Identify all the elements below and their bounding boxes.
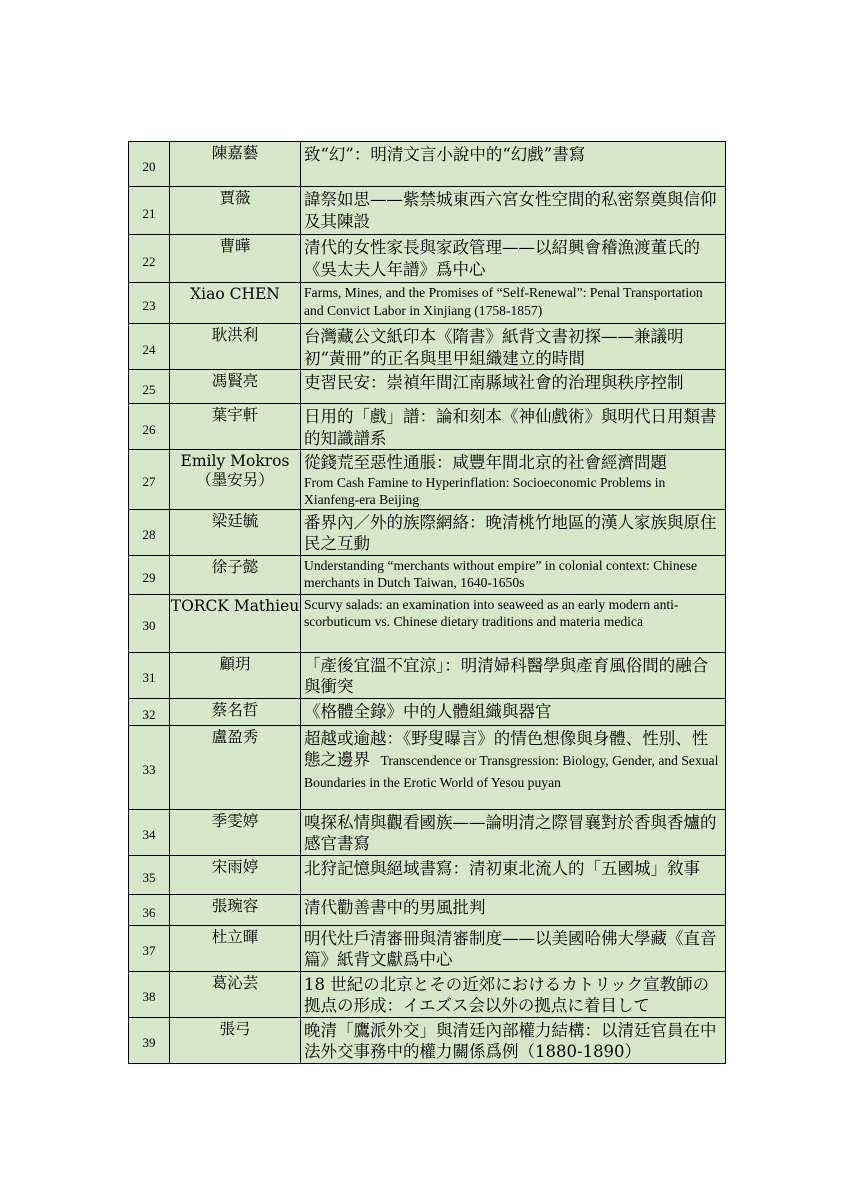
paper-title [301,925,726,971]
author-name: 葉宇軒 [170,404,301,450]
table-body [129,142,726,1064]
paper-title [301,509,726,555]
row-number: 23 [129,283,170,324]
author-name: 季雯婷 [170,809,301,855]
paper-title [301,855,726,894]
row-number: 22 [129,235,170,283]
paper-title [301,142,726,187]
row-number: 33 [129,725,170,809]
table-row [129,509,726,555]
table-row [129,855,726,894]
title-english: Transcendence or Transgression: Biology, Gender, and Sexual Boundaries in the Erotic World of Yesou puyan [304,753,719,790]
title-chinese: 晚清「鷹派外交」與清廷內部權力結構：以清廷官員在中法外交事務中的權力關係爲例（1880-1890） [304,1020,717,1061]
author-name: 徐子懿 [170,555,301,594]
table-row [129,925,726,971]
author-name: 葛沁芸 [170,971,301,1017]
title-chinese: 清代的女性家長與家政管理——以紹興會稽漁渡董氏的《吳太夫人年譜》爲中心 [304,238,700,279]
row-number: 26 [129,404,170,450]
table-row [129,404,726,450]
paper-title [301,187,726,235]
title-chinese: 致“幻”：明清文言小說中的“幻戲”書寫 [304,145,586,164]
row-number: 29 [129,555,170,594]
table-row [129,370,726,404]
title-chinese: 從錢荒至惡性通脹：咸豐年間北京的社會經濟問題 [304,453,667,472]
paper-title [301,894,726,925]
table-row [129,142,726,187]
paper-title [301,809,726,855]
author-name: 杜立暉 [170,925,301,971]
title-chinese: 清代勸善書中的男風批判 [304,897,486,917]
paper-title [301,1017,726,1063]
row-number: 24 [129,324,170,370]
row-number: 31 [129,652,170,698]
title-chinese: 諱祭如思——紫禁城東西六宮女性空間的私密祭奠與信仰及其陳設 [304,190,717,231]
paper-title [301,652,726,698]
table-row [129,894,726,925]
paper-title [301,594,726,652]
title-chinese: 嗅探私情與觀看國族——論明清之際冒襄對於香與香爐的感官書寫 [304,812,717,853]
table-row [129,555,726,594]
author-name: 曹曄 [170,235,301,283]
table-row [129,187,726,235]
paper-title [301,971,726,1017]
row-number: 34 [129,809,170,855]
title-english: Farms, Mines, and the Promises of “Self-Renewal”: Penal Transportation and Convict Labor in Xinjiang (1758-1857) [304,285,703,318]
row-number: 20 [129,142,170,187]
title-chinese: 番界內／外的族際網絡：晚清桃竹地區的漢人家族與原住民之互動 [304,512,717,553]
author-name: 盧盈秀 [170,725,301,809]
author-name: 宋雨婷 [170,855,301,894]
title-chinese: 明代灶戶清審冊與清審制度——以美國哈佛大學藏《直音篇》紙背文獻爲中心 [304,928,717,969]
title-chinese: 「產後宜溫不宜涼」：明清婦科醫學與產育風俗間的融合與衝突 [304,655,709,696]
table-row [129,235,726,283]
document-table [128,141,726,1064]
paper-title [301,404,726,450]
author-name: 馮賢亮 [170,370,301,404]
row-number: 25 [129,370,170,404]
author-name: 耿洪利 [170,324,301,370]
author-name: Xiao CHEN [170,283,301,324]
paper-title [301,324,726,370]
title-english: Understanding “merchants without empire” in colonial context: Chinese merchants in Dutch Taiwan, 1640-1650s [304,557,697,590]
title-english: Scurvy salads: an examination into seaweed as an early modern anti-scorbuticum vs. Chinese dietary traditions and materia medica [304,596,679,629]
row-number: 30 [129,594,170,652]
author-name: 張琬容 [170,894,301,925]
table-row [129,652,726,698]
table-row [129,698,726,725]
title-chinese: 台灣藏公文紙印本《隋書》紙背文書初探——兼議明初“黃冊”的正名與里甲組織建立的時間 [304,327,684,368]
table-row [129,971,726,1017]
row-number: 36 [129,894,170,925]
row-number: 32 [129,698,170,725]
author-name: 梁廷毓 [170,509,301,555]
paper-title [301,235,726,283]
paper-title [301,370,726,404]
row-number: 37 [129,925,170,971]
table-row [129,450,726,510]
author-name: 陳嘉藝 [170,142,301,187]
row-number: 28 [129,509,170,555]
paper-title [301,698,726,725]
title-chinese: 北狩記憶與絕域書寫：清初東北流人的「五國城」敘事 [304,858,700,878]
title-chinese: 日用的「戲」譜：論和刻本《神仙戲術》與明代日用類書的知識譜系 [304,407,717,448]
row-number: 39 [129,1017,170,1063]
paper-title [301,283,726,324]
table-row [129,725,726,809]
title-english: From Cash Famine to Hyperinflation: Socioeconomic Problems in Xianfeng-era Beijing [304,474,666,507]
title-chinese: 吏習民安：崇禎年間江南縣域社會的治理與秩序控制 [304,373,684,392]
row-number: 35 [129,855,170,894]
paper-title [301,450,726,510]
table-row [129,1017,726,1063]
title-chinese: 18 世紀の北京とその近郊におけるカトリック宣教師の拠点の形成：イエズス会以外の拠点に着目して [304,974,710,1015]
author-name: 張弓 [170,1017,301,1063]
author-name: 賈薇 [170,187,301,235]
title-chinese: 超越或逾越：《野叟曝言》的情色想像與身體、性別、性態之邊界 [304,728,709,769]
author-name: Emily Mokros （墨安另） [170,450,301,510]
row-number: 27 [129,450,170,510]
author-name: 蔡名哲 [170,698,301,725]
author-name: 顧玥 [170,652,301,698]
table-row [129,283,726,324]
title-chinese: 《格體全錄》中的人體組織與器官 [304,701,552,721]
table-row [129,594,726,652]
row-number: 21 [129,187,170,235]
table-row [129,809,726,855]
row-number: 38 [129,971,170,1017]
author-name: TORCK Mathieu [170,594,301,652]
paper-title [301,725,726,809]
table-row [129,324,726,370]
paper-title [301,555,726,594]
